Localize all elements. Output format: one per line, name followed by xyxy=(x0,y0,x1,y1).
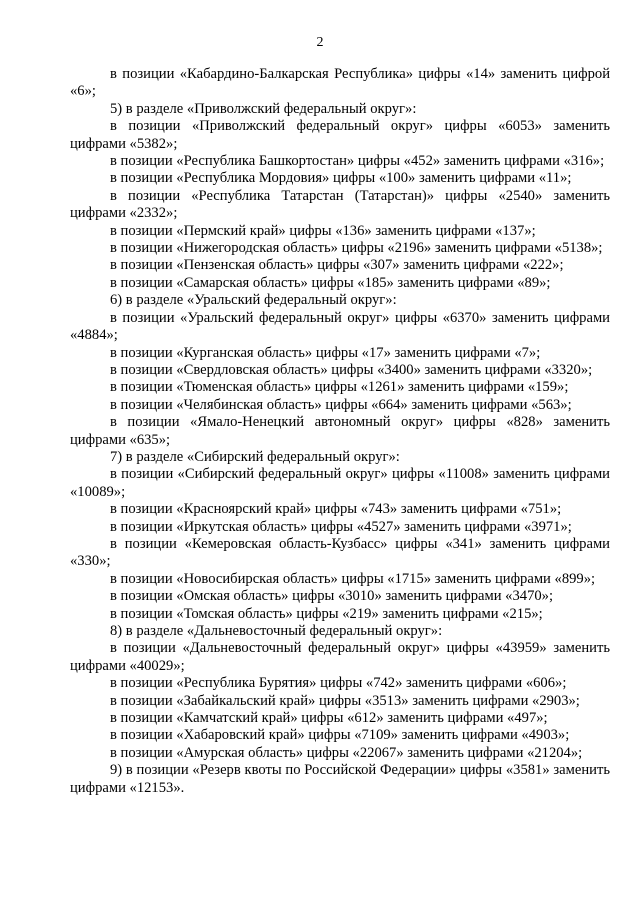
paragraph: в позиции «Иркутская область» цифры «4527» заменить цифрами «3971»; xyxy=(110,518,572,535)
paragraph: в позиции «Республика Мордовия» цифры «100» заменить цифрами «11»; xyxy=(110,170,572,187)
paragraph: в позиции «Ямало-Ненецкий автономный округ» цифры «828» заменить цифрами «635»; xyxy=(70,414,610,448)
paragraph: в позиции «Сибирский федеральный округ» цифры «11008» заменить цифрами «10089»; xyxy=(70,466,610,500)
paragraph: в позиции «Дальневосточный федеральный округ» цифры «43959» заменить цифрами «40029»; xyxy=(70,640,610,674)
paragraph: в позиции «Красноярский край» цифры «743» заменить цифрами «751»; xyxy=(110,501,562,518)
paragraph: в позиции «Новосибирская область» цифры «1715» заменить цифрами «899»; xyxy=(110,570,596,587)
paragraph: в позиции «Томская область» цифры «219» заменить цифрами «215»; xyxy=(110,605,543,622)
section-heading: 8) в разделе «Дальневосточный федеральный округ»: xyxy=(110,623,443,639)
paragraph: в позиции «Пензенская область» цифры «307» заменить цифрами «222»; xyxy=(110,257,564,274)
paragraph: в позиции «Республика Татарстан (Татарстан)» цифры «2540» заменить цифрами «2332»; xyxy=(70,187,610,222)
paragraph: в позиции «Уральский федеральный округ» цифры «6370» заменить цифрами «4884»; xyxy=(70,309,610,344)
paragraph: в позиции «Камчатский край» цифры «612» заменить цифрами «497»; xyxy=(110,710,548,727)
paragraph: в позиции «Курганская область» цифры «17» заменить цифрами «7»; xyxy=(110,344,541,361)
paragraph: в позиции «Пермский край» цифры «136» заменить цифрами «137»; xyxy=(110,222,536,239)
document-body xyxy=(70,66,610,797)
paragraph: в позиции «Челябинская область» цифры «664» заменить цифрами «563»; xyxy=(110,396,572,413)
paragraph: в позиции «Кемеровская область-Кузбасс» цифры «341» заменить цифрами «330»; xyxy=(70,535,610,570)
paragraph: в позиции «Тюменская область» цифры «1261» заменить цифрами «159»; xyxy=(110,379,569,396)
paragraph: в позиции «Свердловская область» цифры «3400» заменить цифрами «3320»; xyxy=(110,361,593,378)
paragraph: в позиции «Республика Башкортостан» цифры «452» заменить цифрами «316»; xyxy=(110,153,605,170)
paragraph: в позиции «Приволжский федеральный округ» цифры «6053» заменить цифрами «5382»; xyxy=(70,118,610,152)
section-heading: 6) в разделе «Уральский федеральный округ»: xyxy=(110,292,397,309)
section-heading: 7) в разделе «Сибирский федеральный округ»: xyxy=(110,448,400,465)
paragraph: 9) в позиции «Резерв квоты по Российской Федерации» цифры «3581» заменить цифрами «12153». xyxy=(70,762,610,796)
section-heading: 5) в разделе «Приволжский федеральный округ»: xyxy=(110,100,417,117)
paragraph: в позиции «Хабаровский край» цифры «7109» заменить цифрами «4903»; xyxy=(110,727,570,744)
paragraph: в позиции «Кабардино-Балкарская Республика» цифры «14» заменить цифрой «6»; xyxy=(70,66,610,100)
page-number: 2 xyxy=(316,35,324,50)
paragraph: в позиции «Самарская область» цифры «185» заменить цифрами «89»; xyxy=(110,274,551,291)
paragraph: в позиции «Республика Бурятия» цифры «742» заменить цифрами «606»; xyxy=(110,675,567,692)
paragraph: в позиции «Забайкальский край» цифры «3513» заменить цифрами «2903»; xyxy=(110,692,580,709)
paragraph: в позиции «Амурская область» цифры «22067» заменить цифрами «21204»; xyxy=(110,744,583,761)
paragraph: в позиции «Нижегородская область» цифры «2196» заменить цифрами «5138»; xyxy=(110,240,603,257)
paragraph: в позиции «Омская область» цифры «3010» заменить цифрами «3470»; xyxy=(110,588,554,605)
